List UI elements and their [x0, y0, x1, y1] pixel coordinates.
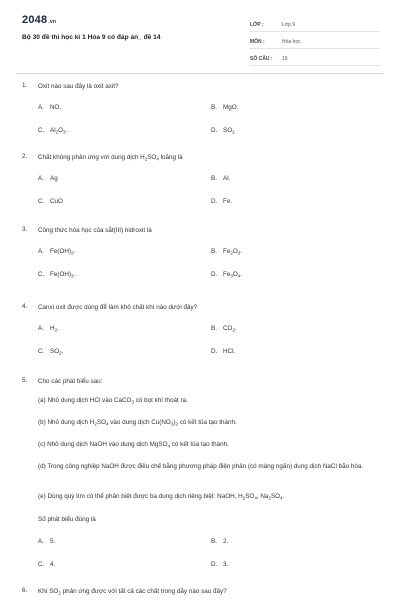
answer-option[interactable] [38, 198, 63, 205]
option-letter: A. [38, 175, 44, 182]
option-text: $SO_2$. [50, 348, 64, 356]
option-text: 4. [50, 561, 56, 568]
statement: Số phát biểu đúng là [38, 516, 96, 523]
option-text: $Fe_3O_4$. [223, 271, 243, 279]
question-number: 4. [22, 303, 28, 310]
question-number: 5. [22, 377, 28, 384]
option-letter: A. [38, 325, 44, 332]
meta-row-class [250, 18, 380, 32]
option-letter: A. [38, 104, 44, 111]
answer-option[interactable] [38, 104, 61, 111]
answer-option[interactable] [211, 104, 238, 111]
meta-row-count [250, 52, 380, 66]
question-stem: Chất không phản ứng với dung dịch $H_2SO_4$ loãng là [38, 154, 183, 162]
option-text: $H_2$. [50, 325, 59, 333]
statement: (b) Nhỏ dung dịch $H_2SO_4$ vào dung dịch $Cu(NO_3)_2$ có kết tủa tạo thành. [38, 419, 237, 427]
question-stem: Oxit nào sau đây là oxit axit? [38, 83, 119, 90]
option-letter: C. [38, 271, 45, 278]
answer-option[interactable] [38, 325, 59, 332]
answer-option[interactable] [38, 538, 55, 545]
option-letter: A. [38, 248, 44, 255]
option-text: Ag [50, 175, 58, 182]
option-text: MgO. [223, 104, 239, 111]
option-letter: D. [211, 561, 218, 568]
statement: (a) Nhỏ dung dịch HCl vào CaCO$_3$ có bọt khí thoát ra. [38, 397, 188, 405]
question-stem: Canxi oxit được dùng để làm khô chất khí nào dưới đây? [38, 304, 198, 311]
answer-option[interactable] [211, 538, 228, 545]
option-text: $Fe(OH)_3$. [50, 271, 76, 279]
option-letter: B. [211, 175, 217, 182]
answer-option[interactable] [38, 271, 75, 278]
meta-key: MÔN : [250, 39, 265, 45]
question-number: 6. [22, 587, 28, 594]
answer-option[interactable] [38, 348, 63, 355]
answer-option[interactable] [211, 175, 230, 182]
option-text: $Fe_2O_3$. [223, 248, 243, 256]
option-text: CuO [50, 198, 63, 205]
option-letter: C. [38, 348, 45, 355]
answer-option[interactable] [38, 127, 67, 134]
meta-key: SỐ CÂU : [250, 56, 273, 62]
answer-option[interactable] [38, 561, 55, 568]
statement: (d) Trong công nghiệp NaOH được điều chế bằng phương pháp điện phân (có màng ngăn) dung dịch NaCl bão hòa. [38, 463, 364, 470]
option-text: Al. [223, 175, 231, 182]
option-letter: B. [211, 104, 217, 111]
statement: (c) Nhỏ dung dịch NaOH vào dung dịch MgSO$_4$ có kết tủa tạo thành. [38, 441, 229, 449]
option-letter: C. [38, 127, 45, 134]
answer-option[interactable] [211, 348, 235, 355]
answer-option[interactable] [38, 175, 58, 182]
document-header [22, 8, 380, 66]
meta-info [250, 18, 380, 69]
option-letter: C. [38, 198, 45, 205]
option-text: $SO_2$ [223, 127, 235, 135]
option-text: 5. [50, 538, 56, 545]
option-letter: B. [211, 538, 217, 545]
answer-option[interactable] [211, 198, 232, 205]
header-divider [16, 73, 384, 74]
meta-value: Lớp 9 [282, 22, 296, 28]
meta-value: 15 [282, 56, 288, 62]
answer-option[interactable] [211, 127, 235, 134]
option-letter: B. [211, 248, 217, 255]
option-text: $Al_2O_3$. [50, 127, 68, 135]
answer-option[interactable] [38, 248, 75, 255]
option-letter: A. [38, 538, 44, 545]
option-letter: D. [211, 348, 218, 355]
meta-value: Hóa học [282, 39, 301, 45]
question-number: 2. [22, 153, 28, 160]
answer-option[interactable] [211, 248, 242, 255]
option-letter: D. [211, 198, 218, 205]
site-logo[interactable]: 2048.vn [22, 14, 57, 26]
option-text: $Fe(OH)_2$. [50, 248, 76, 256]
option-letter: D. [211, 271, 218, 278]
question-number: 1. [22, 82, 28, 89]
answer-option[interactable] [211, 325, 237, 332]
option-letter: B. [211, 325, 217, 332]
option-text: 2. [223, 538, 229, 545]
answer-option[interactable] [211, 271, 242, 278]
question-stem: Công thức hóa học của sắt(III) hidroxit là [38, 227, 152, 234]
option-text: $CO_2$. [223, 325, 237, 333]
meta-row-subject [250, 35, 380, 49]
question-stem: Khí $SO_2$ phản ứng được với tất cả các chất trong dãy nào sau đây? [38, 588, 227, 596]
meta-key: LỚP : [250, 22, 264, 28]
question-number: 3. [22, 226, 28, 233]
option-text: 3. [223, 561, 229, 568]
option-text: Fe. [223, 198, 233, 205]
document-title: Bộ 30 đề thi học kì 1 Hóa 9 có đáp án_ đề 14 [22, 34, 161, 41]
option-letter: D. [211, 127, 218, 134]
option-text: NO. [50, 104, 62, 111]
option-letter: C. [38, 561, 45, 568]
question-stem: Cho các phát biểu sau: [38, 378, 103, 385]
statement: (e) Dùng quỳ tím có thể phân biệt được ba dung dịch riêng biệt: NaOH, $H_2SO_4$, $Na_2SO_4$. [38, 493, 285, 501]
answer-option[interactable] [211, 561, 228, 568]
option-text: HCl. [223, 348, 236, 355]
